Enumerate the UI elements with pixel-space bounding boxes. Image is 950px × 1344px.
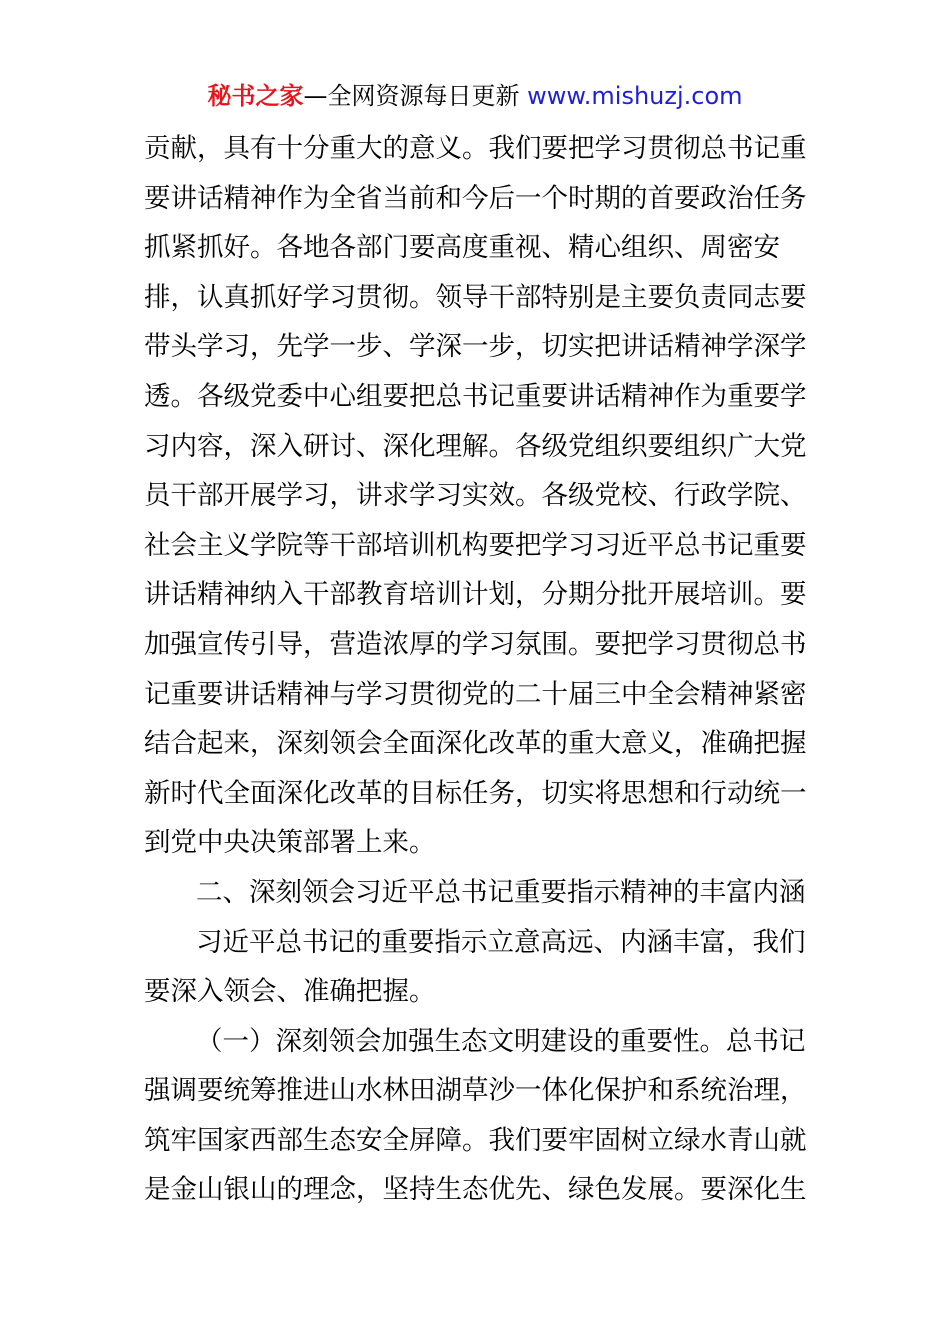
site-brand: 秘书之家: [207, 82, 304, 110]
text-line: 加强宣传引导，营造浓厚的学习氛围。要把学习贯彻总书: [144, 628, 807, 660]
text-line: 结合起来，深刻领会全面深化改革的重大意义，准确把握: [144, 728, 807, 760]
text-line: 强调要统筹推进山水林田湖草沙一体化保护和系统治理，: [144, 1075, 807, 1107]
text-line: 带头学习，先学一步、学深一步，切实把讲话精神学深学: [144, 331, 807, 363]
text-line: 到党中央决策部署上来。: [144, 827, 436, 859]
text-line: 要讲话精神作为全省当前和今后一个时期的首要政治任务: [144, 182, 807, 214]
text-line: 员干部开展学习，讲求学习实效。各级党校、行政学院、: [144, 480, 807, 512]
text-line: 贡献，具有十分重大的意义。我们要把学习贯彻总书记重: [144, 133, 807, 164]
text-line: 透。各级党委中心组要把总书记重要讲话精神作为重要学: [144, 380, 807, 412]
document-body: [144, 124, 809, 1215]
text-line: 新时代全面深化改革的目标任务，切实将思想和行动统一: [144, 777, 807, 809]
text-line: 筑牢国家西部生态安全屏障。我们要牢固树立绿水青山就: [144, 1124, 807, 1156]
text-line: 抓紧抓好。各地各部门要高度重视、精心组织、周密安: [144, 232, 780, 264]
text-line: 排，认真抓好学习贯彻。领导干部特别是主要负责同志要: [144, 281, 807, 313]
site-watermark-header: [0, 80, 950, 112]
text-line: 二、深刻领会习近平总书记重要指示精神的丰富内涵: [196, 876, 806, 908]
site-tagline: —全网资源每日更新: [303, 82, 528, 110]
text-line: 社会主义学院等干部培训机构要把学习习近平总书记重要: [144, 529, 807, 561]
site-url: www.mishuzj.com: [527, 82, 743, 110]
text-line: （一）深刻领会加强生态文明建设的重要性。总书记: [196, 1025, 806, 1057]
text-line: 习近平总书记的重要指示立意高远、内涵丰富，我们: [196, 926, 806, 958]
text-line: 是金山银山的理念，坚持生态优先、绿色发展。要深化生: [144, 1174, 807, 1206]
text-line: 习内容，深入研讨、深化理解。各级党组织要组织广大党: [144, 430, 807, 462]
text-line: 讲话精神纳入干部教育培训计划，分期分批开展培训。要: [144, 579, 807, 611]
text-line: 记重要讲话精神与学习贯彻党的二十届三中全会精神紧密: [144, 678, 807, 710]
text-line: 要深入领会、准确把握。: [144, 976, 436, 1008]
